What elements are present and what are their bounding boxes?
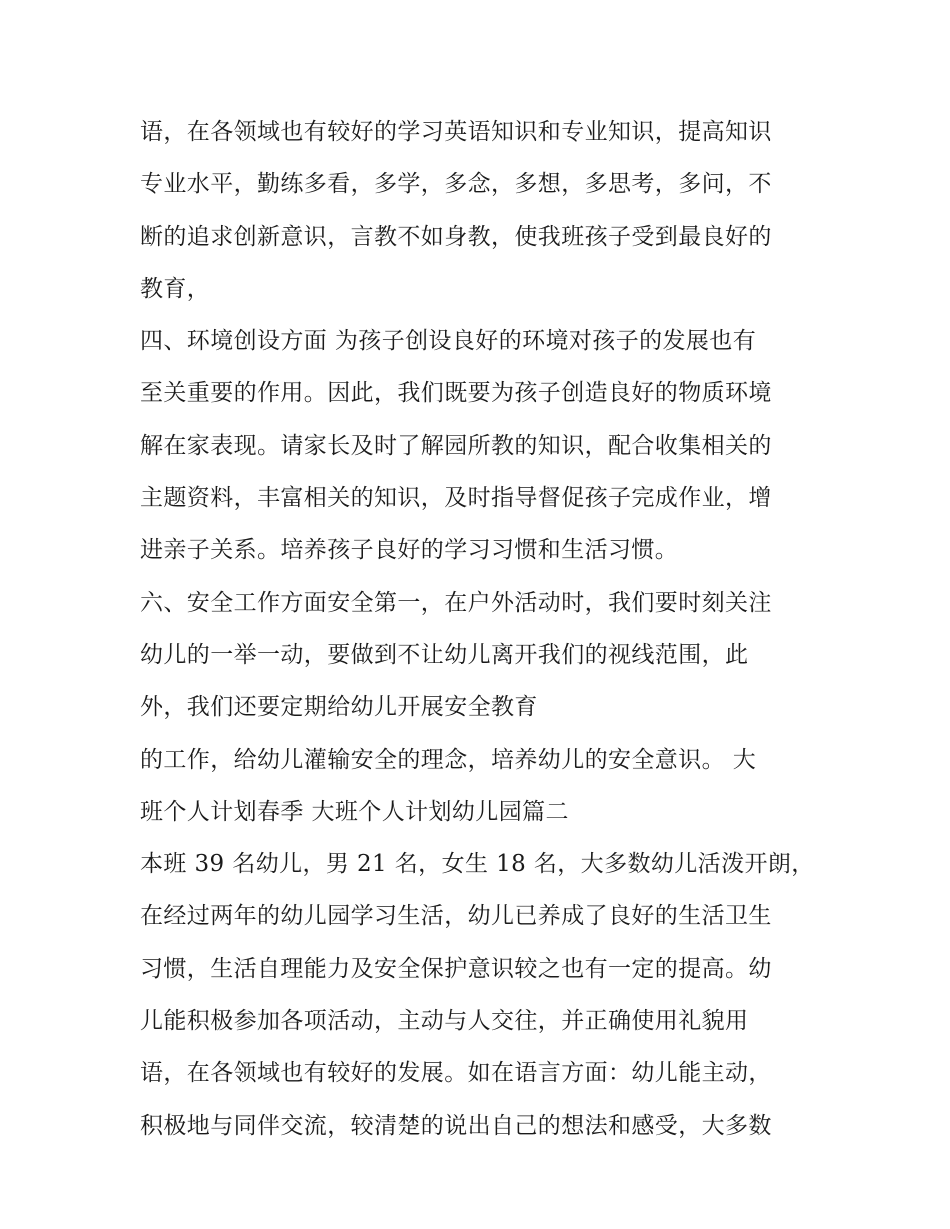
text-line: 语，在各领域也有较好的发展。如在语言方面：幼儿能主动， [140, 1060, 772, 1087]
article-title-line: 班个人计划春季 大班个人计划幼儿园篇二 [140, 798, 569, 825]
text-line: 教育， [140, 275, 211, 302]
text-line: 进亲子关系。培养孩子良好的学习习惯和生活习惯。 [140, 537, 679, 564]
text-line: 积极地与同伴交流，较清楚的说出自己的想法和感受，大多数 [140, 1112, 772, 1139]
text-line: 本班 39 名幼儿，男 21 名，女生 18 名，大多数幼儿活泼开朗， [140, 851, 815, 878]
text-line: 断的追求创新意识，言教不如身教，使我班孩子受到最良好的 [140, 223, 772, 250]
section-heading-line: 四、环境创设方面 为孩子创设良好的环境对孩子的发展也有 [140, 328, 757, 355]
text-line: 解在家表现。请家长及时了解园所教的知识，配合收集相关的 [140, 432, 772, 459]
text-line: 习惯，生活自理能力及安全保护意识较之也有一定的提高。幼 [140, 955, 772, 982]
text-line: 语，在各领域也有较好的学习英语知识和专业知识，提高知识 [140, 119, 772, 145]
text-line: 儿能积极参加各项活动，主动与人交往，并正确使用礼貌用 [140, 1008, 749, 1035]
text-line: 在经过两年的幼儿园学习生活，幼儿已养成了良好的生活卫生 [140, 903, 772, 930]
document-body [140, 106, 830, 1152]
text-line: 幼儿的一举一动，要做到不让幼儿离开我们的视线范围，此 [140, 641, 749, 668]
text-line: 至关重要的作用。因此，我们既要为孩子创造良好的物质环境 [140, 380, 772, 407]
section-heading-line: 六、安全工作方面安全第一，在户外活动时，我们要时刻关注 [140, 589, 772, 616]
text-line: 的工作，给幼儿灌输安全的理念，培养幼儿的安全意识。 大 [140, 746, 757, 773]
text-line: 外，我们还要定期给幼儿开展安全教育 [140, 694, 538, 721]
text-line: 专业水平，勤练多看，多学，多念，多想，多思考，多问，不 [140, 171, 772, 198]
text-line: 主题资料，丰富相关的知识，及时指导督促孩子完成作业，增 [140, 485, 772, 512]
